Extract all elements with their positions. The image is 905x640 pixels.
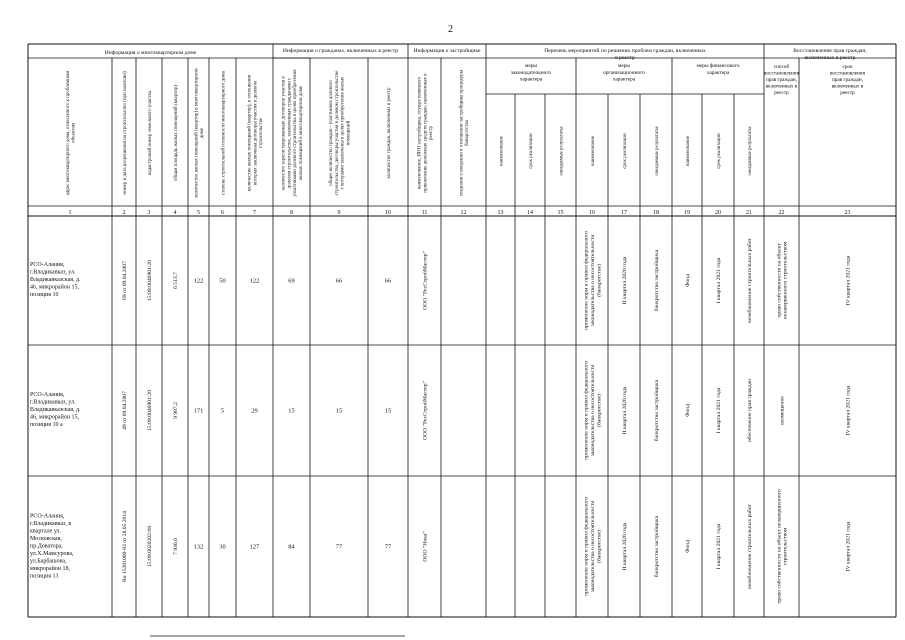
row2-area-line: 9 987,2	[172, 402, 179, 419]
column-label-8	[282, 69, 304, 197]
column-label-14-line: срок реализации	[528, 133, 534, 169]
row3-participants: 77	[335, 543, 343, 551]
row3-developer	[422, 531, 428, 561]
row2-permit-line: 49 от 09.04.2007	[121, 391, 128, 430]
column-label-8-line: участниками долевого строительства в целях приобретения	[293, 69, 299, 197]
column-number-19: 19	[684, 210, 690, 216]
row2-cadastral	[147, 390, 153, 431]
row3-rest-method-line: право собственности на объект незавершенного	[776, 489, 783, 604]
column-number-18: 18	[653, 210, 659, 216]
row1-contract-flats: 122	[249, 277, 260, 285]
column-label-23-line: реестр	[840, 90, 855, 96]
row2-cadastral-line: 15:09:0040901:20	[146, 389, 153, 432]
row2-flats: 171	[193, 407, 204, 415]
subgroup-financial-line: меры финансового	[696, 63, 740, 69]
group-title-restoration-line: включенных в реестр	[804, 55, 856, 61]
row3-permit	[122, 511, 128, 582]
column-number-12: 12	[460, 210, 467, 216]
row1-rest-method-line: право собственности на объект	[776, 243, 783, 318]
column-label-9-line: общее количество граждан - участников долевого	[329, 80, 335, 186]
group-title-measures-line: в реестр	[615, 55, 635, 61]
row2-readiness: 5	[220, 407, 225, 415]
row1-cadastral	[147, 260, 153, 301]
row1-address-line: позиция 10	[30, 292, 59, 299]
column-number-20: 20	[715, 210, 721, 216]
row2-address-line: РСО-Алания,	[30, 392, 65, 399]
group-title-restoration	[793, 48, 867, 61]
row1-org-name-line: (банкротстве)	[596, 264, 603, 297]
column-label-22-line: включенных в	[765, 83, 798, 90]
column-number-21: 21	[746, 210, 752, 216]
row2-registered-contracts: 15	[288, 407, 295, 415]
row2-address-line: позиция 10 а	[30, 422, 63, 429]
row3-fin-name-line: Фонд	[684, 539, 691, 554]
subgroup-financial-line: характера	[706, 69, 730, 76]
row3-address-line: Московская,	[30, 536, 62, 543]
column-label-22-line: способ	[773, 64, 790, 70]
row3-readiness: 30	[219, 543, 226, 551]
row1-readiness: 50	[219, 277, 226, 285]
column-label-5-line: доме	[200, 127, 206, 139]
column-label-19	[686, 135, 691, 166]
row1-participants: 66	[335, 277, 343, 285]
row3-contract-flats: 127	[249, 543, 260, 551]
row2-developer-line: ООО "РесСтройМастер"	[422, 381, 429, 440]
row3-cadastral	[147, 526, 153, 567]
subgroup-legislative-line: законодательного	[510, 69, 552, 76]
column-label-12	[459, 69, 470, 195]
row1-org-result	[653, 249, 660, 311]
row3-rest-term	[845, 521, 851, 571]
row1-org-result-line: банкротство застройщика	[653, 249, 660, 312]
column-number-11: 11	[421, 210, 428, 216]
row3-fin-result-line: возобновление строительных работ	[746, 504, 753, 589]
column-label-15	[559, 126, 564, 176]
column-number-22: 22	[778, 210, 785, 216]
group-title-house: Информация о многоквартирном доме	[104, 50, 197, 56]
column-label-15-line: ожидаемые результаты	[559, 126, 565, 176]
row1-rest-term	[845, 255, 851, 305]
row2-org-name-line: законодательства о несостоятельности	[589, 364, 596, 457]
column-label-3	[148, 90, 153, 175]
column-label-20	[717, 133, 722, 169]
row3-address-line: квартале ул.	[30, 528, 62, 535]
column-number-5: 5	[197, 210, 200, 216]
row3-org-term-line: II квартал 2020 года	[621, 522, 628, 571]
row3-rest-term-line: IV квартал 2021 года	[845, 521, 852, 572]
row1-rest-term-line: IV квартал 2021 года	[845, 255, 852, 306]
column-label-8-line: количество зарегистрированных договоров участия в	[281, 76, 287, 190]
column-label-22	[764, 63, 800, 96]
row1-org-name-line: применение норм и правил федерального	[583, 231, 590, 330]
row1-org-term	[622, 256, 628, 304]
row2-fin-result	[746, 379, 753, 442]
row3-rest-method-line: строительством	[782, 527, 789, 566]
row3-address-line: пр.Доватора,	[30, 543, 63, 550]
column-label-12-line: сведения о введении в отношении застройщика процедуры	[459, 70, 465, 196]
row2-contract-flats: 29	[251, 407, 258, 415]
column-label-4-line: общая площадь жилых помещений (квартир)	[173, 84, 179, 182]
row3-permit-line: Ru 15301000-83 от 28.05.2014	[121, 511, 128, 582]
column-label-20-line: срок реализации	[716, 133, 722, 169]
column-label-11-line: реестр	[429, 125, 434, 141]
column-label-23-line: прав граждан,	[831, 77, 864, 83]
column-number-2: 2	[122, 210, 126, 216]
column-label-16	[591, 135, 596, 166]
column-label-9-line: строительства, договоры участия в долевом строительстве	[334, 70, 340, 196]
row3-fin-term-line: I квартал 2021 года	[715, 523, 722, 570]
column-label-2	[123, 71, 128, 195]
column-label-18	[655, 126, 660, 176]
row3-cadastral-line: 15:09:0020202:68	[146, 525, 153, 568]
row1-developer-line: ООО "РесСтройМастер"	[422, 251, 429, 310]
row2-fin-term-line: I квартал 2021 года	[715, 387, 722, 434]
subgroup-organizational-line: характера	[612, 76, 636, 83]
column-label-1-line: объектам	[71, 123, 77, 143]
row1-org-name	[583, 231, 603, 330]
row2-rest-term-line: IV квартал 2021 года	[845, 385, 852, 436]
row1-permit	[122, 261, 128, 300]
row1-developer	[421, 251, 428, 310]
column-label-23-line: восстановления	[830, 70, 865, 77]
column-number-13: 13	[497, 210, 504, 216]
row2-fin-name	[685, 404, 691, 417]
subgroup-legislative	[511, 63, 552, 83]
row2-fin-term	[716, 387, 722, 433]
column-label-23	[830, 64, 866, 96]
row3-address	[30, 514, 74, 580]
group-title-citizens	[283, 47, 398, 54]
subgroup-organizational-line: организационного	[603, 69, 645, 76]
subgroup-financial	[696, 62, 739, 76]
row2-address-line: Владикавказская, д.	[30, 407, 81, 414]
group-title-developer	[414, 47, 481, 54]
column-label-19-line: наименование	[685, 135, 691, 167]
row3-org-name-line: законодательства о несостоятельности	[589, 500, 596, 593]
row1-permit-line: 69 от 09.04.2007	[121, 261, 128, 300]
row1-org-term-line: II квартал 2020 года	[621, 256, 628, 305]
row1-address-line: Владикавказская, д.	[30, 277, 81, 284]
row2-fin-result-line: обеспечение прав граждан	[746, 378, 753, 443]
column-label-22-line: реестр	[774, 90, 789, 96]
group-title-restoration-line: Восстановление прав граждан,	[793, 48, 867, 54]
row3-org-result	[653, 515, 660, 577]
column-label-2-line: номер и дата разрешения на строительство (при наличии)	[122, 71, 128, 195]
column-label-8-line: жилых помещений в многоквартирном доме	[298, 85, 304, 181]
column-number-16: 16	[589, 210, 595, 216]
row1-rest-method	[775, 241, 788, 319]
row3-org-name	[583, 497, 603, 596]
column-number-17: 17	[621, 210, 627, 216]
row2-org-result-line: банкротство застройщика	[653, 379, 660, 442]
row3-area-line: 7 930,0	[172, 538, 179, 555]
column-number-15: 15	[557, 210, 564, 216]
row3-fin-result	[746, 504, 753, 589]
row1-flats: 122	[193, 277, 204, 285]
column-number-1: 1	[68, 210, 72, 216]
column-label-7-line: строительстве	[259, 117, 264, 149]
column-number-23: 23	[844, 210, 851, 216]
row3-developer-line: ООО "Ника"	[422, 531, 429, 562]
row1-fin-result-line: возобновление строительных работ	[746, 238, 753, 323]
group-title-measures	[544, 47, 706, 61]
row3-fin-term	[716, 523, 722, 569]
column-label-9	[329, 70, 351, 196]
row2-org-term-line: II квартал 2020 года	[621, 386, 628, 435]
row3-address-line: г.Владикавказ, в	[30, 521, 72, 528]
row2-org-name	[583, 361, 603, 460]
column-number-14: 14	[527, 210, 533, 216]
column-label-7	[248, 74, 265, 191]
column-label-11-line: наименование, ИНН застройщика, осуществлявшего	[417, 76, 423, 190]
row1-fin-name	[685, 274, 691, 287]
column-number-4: 4	[173, 210, 177, 216]
row3-flats: 132	[193, 543, 204, 551]
row3-registry-count: 77	[384, 543, 392, 551]
subgroup-organizational-line: меры	[617, 63, 631, 69]
row3-fin-name	[685, 540, 691, 553]
group-title-developer-line: Информация о застройщике	[413, 48, 481, 54]
column-label-4	[174, 85, 179, 181]
column-label-12-line: банкротства	[465, 120, 471, 146]
row3-address-line: РСО-Алания,	[30, 513, 65, 520]
row2-registry-count: 15	[384, 407, 392, 415]
row2-rest-term	[845, 385, 851, 435]
subgroup-organizational	[603, 63, 645, 83]
column-label-1-line: адрес многоквартирного дома, отнесенного к проблемным	[65, 70, 71, 196]
column-label-23-line: включенных в	[831, 83, 864, 90]
column-label-21	[748, 126, 753, 176]
column-label-23-line: срок	[842, 64, 853, 70]
row1-area	[173, 272, 179, 289]
column-label-5	[194, 67, 205, 197]
subgroup-legislative-line: меры	[524, 63, 538, 69]
column-label-9-line: с которыми заключены в целях приобретения жилых	[340, 76, 346, 190]
column-label-5-line: количество жилых помещений (квартир) в многоквартирном	[194, 68, 200, 198]
column-number-10: 10	[385, 210, 391, 216]
row2-address-line: г.Владикавказ, ул.	[30, 399, 76, 406]
row1-fin-term-line: I квартал 2021 года	[715, 257, 722, 304]
column-label-6	[221, 70, 226, 195]
row2-org-term	[622, 386, 628, 434]
column-label-16-line: наименование	[590, 135, 596, 167]
row3-registered-contracts: 84	[288, 543, 295, 551]
row2-rest-method	[779, 396, 785, 425]
column-label-6-line: степень строительной готовности многоквартирного дома	[221, 71, 227, 195]
row1-address-line: г.Владикавказ, ул.	[30, 269, 76, 276]
row1-fin-name-line: Фонд	[684, 273, 691, 288]
row2-area	[173, 402, 179, 419]
row3-org-name-line: применение норм и правил федерального	[583, 497, 590, 596]
column-number-6: 6	[221, 210, 224, 216]
row1-fin-result	[746, 238, 753, 323]
row2-developer	[421, 381, 428, 440]
row2-org-name-line: (банкротстве)	[596, 394, 603, 427]
column-label-3-line: кадастровый номер земельного участка	[147, 90, 153, 176]
row2-org-result	[653, 379, 660, 441]
row1-registry-count: 66	[384, 277, 392, 285]
column-label-13	[499, 135, 504, 166]
row3-org-term	[622, 522, 628, 570]
row1-fin-term	[716, 257, 722, 303]
column-label-21-line: ожидаемые результаты	[747, 126, 753, 176]
row3-address-line: ул.Барбашова,	[30, 558, 67, 565]
column-label-22-line: восстановления	[764, 70, 799, 77]
column-number-7: 7	[253, 210, 256, 216]
row2-rest-method-line: возмещение	[779, 396, 786, 425]
column-label-8-line: долевом строительстве, заключенных гражданами с	[287, 77, 293, 189]
row3-org-result-line: банкротство застройщика	[653, 515, 660, 578]
row2-address	[30, 392, 81, 428]
row2-org-name-line: применение норм и правил федерального	[583, 361, 590, 460]
column-label-18-line: ожидаемые результаты	[654, 126, 660, 176]
column-label-9-line: помещений	[346, 120, 352, 146]
row3-rest-method	[775, 489, 788, 604]
column-number-9: 9	[337, 210, 341, 216]
row3-address-line: микрорайон 18,	[30, 566, 71, 573]
row2-address-line: 46, микрорайон 15,	[30, 414, 80, 421]
row1-cadastral-line: 15:09:0040901:20	[146, 259, 153, 302]
column-label-13-line: наименование	[499, 135, 505, 167]
column-label-22-line: прав граждан,	[765, 77, 798, 83]
row1-registered-contracts: 69	[288, 277, 295, 285]
column-label-7-line: количество жилых помещений (квартир), в отношении	[247, 74, 253, 192]
row2-permit	[122, 391, 128, 430]
column-label-11-line: привлечение денежных средств граждан, включенных в	[423, 73, 429, 193]
row1-address-line: РСО-Алания,	[30, 262, 65, 269]
column-number-8: 8	[290, 210, 293, 216]
row1-org-name-line: законодательства о несостоятельности	[589, 234, 596, 327]
column-label-10-line: количество граждан, включенных в реестр	[386, 87, 392, 179]
row1-address	[30, 262, 81, 298]
column-number-3: 3	[147, 210, 151, 216]
column-label-7-line: которых заключены договоры участия в долевом	[253, 81, 259, 185]
row2-participants: 15	[335, 407, 343, 415]
row1-rest-method-line: незавершенного строительством	[782, 241, 789, 320]
group-title-citizens-line: Информация о гражданах, включенных в реестр	[282, 48, 399, 54]
row3-address-line: ул.Х.Мамсурова,	[30, 551, 74, 558]
page-number: 2	[448, 24, 453, 35]
row3-area	[173, 538, 179, 555]
row3-org-name-line: (банкротстве)	[596, 530, 603, 563]
column-label-11	[418, 73, 435, 193]
column-label-17-line: срок реализации	[622, 133, 628, 169]
group-title-measures-line: Перечень мероприятий по решению проблем граждан, включенных	[544, 48, 706, 54]
column-label-1	[66, 70, 77, 196]
row2-fin-name-line: Фонд	[684, 403, 691, 418]
column-label-14	[529, 133, 534, 169]
column-label-10	[387, 87, 392, 178]
column-label-17	[623, 133, 628, 169]
row3-address-line: позиция 13	[30, 573, 59, 580]
row1-address-line: 46, микрорайон 15,	[30, 284, 80, 291]
subgroup-legislative-line: характера	[519, 76, 543, 83]
row1-area-line: 6 513,7	[172, 272, 179, 289]
